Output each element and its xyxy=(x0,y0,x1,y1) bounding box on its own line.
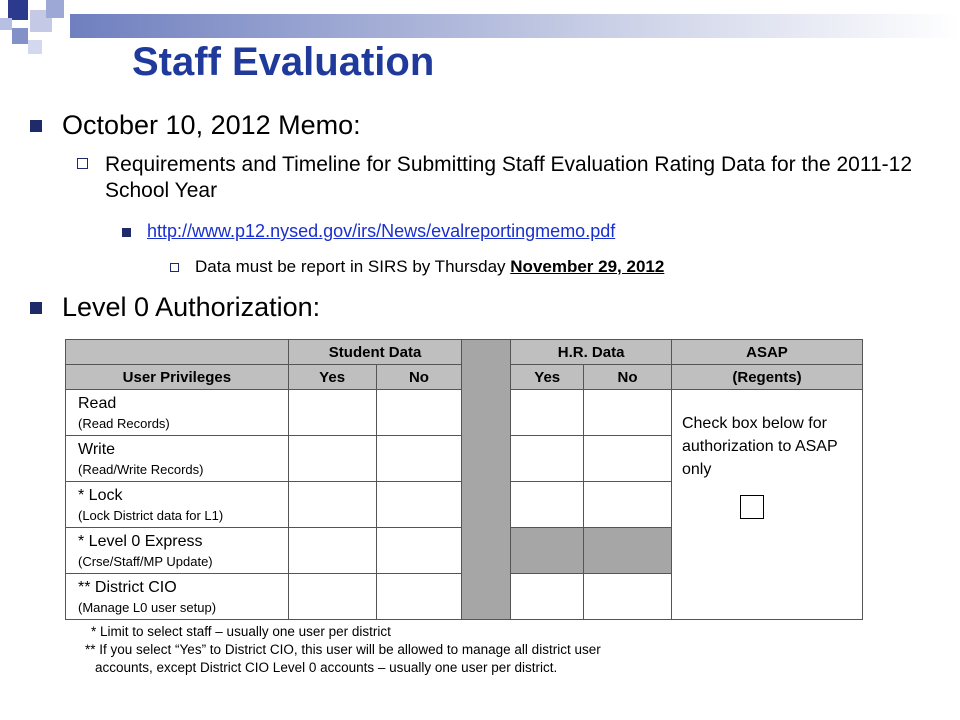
privilege-name: Read xyxy=(78,395,117,412)
privilege-name: * Level 0 Express xyxy=(78,533,203,550)
footnote-cio-cont: accounts, except District CIO Level 0 accounts – usually one user per district. xyxy=(95,660,558,675)
deadline-prefix: Data must be report in SIRS by Thursday xyxy=(195,257,511,276)
express-hr-no-disabled xyxy=(584,528,672,574)
decor-square xyxy=(8,0,28,20)
bullet-text: Level 0 Authorization: xyxy=(62,292,321,322)
header-hr-yes: Yes xyxy=(511,365,584,390)
write-student-yes-cell[interactable] xyxy=(288,436,376,482)
row-label-write xyxy=(66,436,289,482)
lock-student-yes-cell[interactable] xyxy=(288,482,376,528)
express-hr-yes-disabled xyxy=(511,528,584,574)
row-label-read xyxy=(66,390,289,436)
header-asap-regents: (Regents) xyxy=(671,365,862,390)
decor-top-bar xyxy=(70,14,960,38)
lock-student-no-cell[interactable] xyxy=(376,482,462,528)
hollow-square-bullet-icon xyxy=(170,263,179,272)
asap-instructions: Check box below for authorization to ASAP only xyxy=(681,415,838,478)
privilege-desc: (Crse/Staff/MP Update) xyxy=(78,554,213,569)
cio-hr-no-cell[interactable] xyxy=(584,574,672,620)
privilege-desc: (Lock District data for L1) xyxy=(78,508,224,523)
asap-cell xyxy=(671,390,862,620)
authorization-form xyxy=(65,339,865,684)
footnote-limit: * Limit to select staff – usually one user per district xyxy=(91,624,391,639)
footnote-cio: ** If you select “Yes” to District CIO, this user will be allowed to manage all district user xyxy=(85,642,601,657)
header-hr-no: No xyxy=(584,365,672,390)
privilege-name: Write xyxy=(78,441,116,458)
privileges-table xyxy=(65,339,863,620)
slide-title: Staff Evaluation xyxy=(132,40,435,84)
header-student-yes: Yes xyxy=(288,365,376,390)
deadline-date: November 29, 2012 xyxy=(510,257,665,276)
privilege-desc: (Read/Write Records) xyxy=(78,462,204,477)
express-student-yes-cell[interactable] xyxy=(288,528,376,574)
decor-square xyxy=(12,28,28,44)
square-bullet-icon xyxy=(122,228,131,237)
privilege-name: ** District CIO xyxy=(78,579,177,596)
cio-student-yes-cell[interactable] xyxy=(288,574,376,620)
decor-square xyxy=(0,18,12,30)
row-label-level0-express xyxy=(66,528,289,574)
sub-bullet-text: Requirements and Timeline for Submitting Staff Evaluation Rating Data for the 2011-12 School Year xyxy=(105,153,913,202)
hollow-square-bullet-icon xyxy=(77,158,88,169)
deadline-text xyxy=(195,257,664,277)
bullet-text: October 10, 2012 Memo: xyxy=(62,110,361,140)
write-student-no-cell[interactable] xyxy=(376,436,462,482)
header-student-no: No xyxy=(376,365,462,390)
header-user-privileges: User Privileges xyxy=(66,365,289,390)
row-label-district-cio xyxy=(66,574,289,620)
privilege-name: * Lock xyxy=(78,487,123,504)
decor-square xyxy=(28,40,42,54)
decor-square xyxy=(46,0,64,18)
header-student-data: Student Data xyxy=(288,340,462,365)
cio-student-no-cell[interactable] xyxy=(376,574,462,620)
read-student-yes-cell[interactable] xyxy=(288,390,376,436)
row-label-lock xyxy=(66,482,289,528)
privilege-desc: (Manage L0 user setup) xyxy=(78,600,217,615)
header-blank xyxy=(66,340,289,365)
memo-link[interactable]: http://www.p12.nysed.gov/irs/News/evalreportingmemo.pdf xyxy=(147,221,616,241)
read-hr-no-cell[interactable] xyxy=(584,390,672,436)
express-student-no-cell[interactable] xyxy=(376,528,462,574)
separator-column xyxy=(462,340,511,620)
lock-hr-no-cell[interactable] xyxy=(584,482,672,528)
write-hr-yes-cell[interactable] xyxy=(511,436,584,482)
read-student-no-cell[interactable] xyxy=(376,390,462,436)
asap-checkbox[interactable] xyxy=(740,495,764,519)
header-asap: ASAP xyxy=(671,340,862,365)
write-hr-no-cell[interactable] xyxy=(584,436,672,482)
footnotes xyxy=(85,623,601,677)
header-hr-data: H.R. Data xyxy=(511,340,672,365)
square-bullet-icon xyxy=(30,120,42,132)
cio-hr-yes-cell[interactable] xyxy=(511,574,584,620)
square-bullet-icon xyxy=(30,302,42,314)
privilege-desc: (Read Records) xyxy=(78,416,170,431)
read-hr-yes-cell[interactable] xyxy=(511,390,584,436)
lock-hr-yes-cell[interactable] xyxy=(511,482,584,528)
